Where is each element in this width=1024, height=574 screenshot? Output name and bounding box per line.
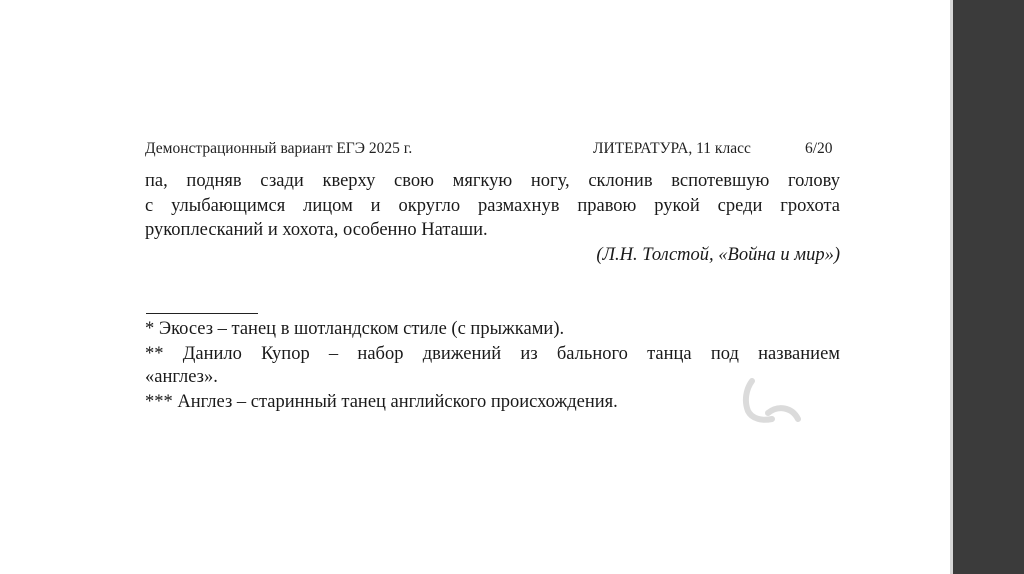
footnote-item: * Экосез – танец в шотландском стиле (с прыжками).: [145, 319, 565, 339]
footnote-item-continuation: «англез».: [145, 367, 218, 387]
watermark-mark: [738, 375, 804, 425]
footnote-item: ** Данило Купор – набор движений из бального танца под названием: [145, 344, 840, 364]
footnote-separator: [146, 313, 258, 314]
body-text-line: с улыбающимся лицом и округло размахнув правою рукой среди грохота: [145, 196, 840, 216]
body-text-line: рукоплесканий и хохота, особенно Наташи.: [145, 220, 488, 240]
footnote-item: *** Англез – старинный танец английского происхождения.: [145, 392, 618, 412]
header-page-number: 6/20: [805, 140, 833, 157]
side-panel: [953, 0, 1024, 574]
quote-attribution: (Л.Н. Толстой, «Война и мир»): [596, 245, 840, 265]
header-subject: ЛИТЕРАТУРА, 11 класс: [593, 140, 751, 157]
body-text-line: па, подняв сзади кверху свою мягкую ногу, склонив вспотевшую голову: [145, 171, 840, 191]
header-exam-title: Демонстрационный вариант ЕГЭ 2025 г.: [145, 140, 413, 157]
